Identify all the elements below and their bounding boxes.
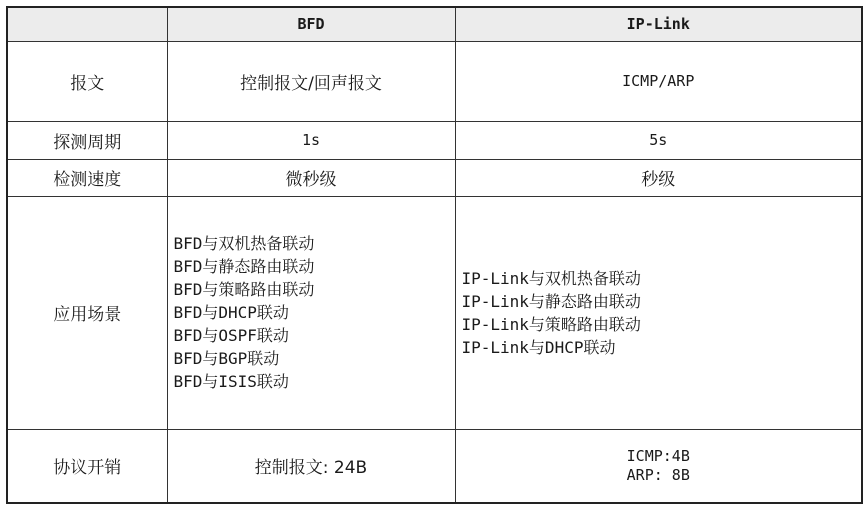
list-item: IP-Link与静态路由联动 [461,291,641,311]
row-label-scenario: 应用场景 [7,196,167,429]
cell-bfd-overhead: 控制报文: 24B [167,429,455,503]
list-item: BFD与静态路由联动 [173,257,315,276]
header-row [7,7,862,41]
row-label-cycle: 探测周期 [7,121,167,159]
header-bfd: BFD [167,7,455,41]
row-cycle [7,121,862,159]
list-item: BFD与策略路由联动 [173,280,315,299]
cell-bfd-speed: 微秒级 [167,159,455,196]
cell-iplink-message: ICMP/ARP [455,41,862,121]
row-label-overhead: 协议开销 [7,429,167,503]
header-iplink: IP-Link [455,7,862,41]
cell-iplink-speed: 秒级 [455,159,862,196]
bfd-scenario-list [174,232,455,393]
list-item: IP-Link与策略路由联动 [461,314,641,334]
list-item: IP-Link与DHCP联动 [461,337,616,357]
iplink-overhead-icmp: ICMP:4B [626,446,690,465]
iplink-scenario-list [462,267,862,359]
cell-iplink-overhead [455,429,862,503]
list-item: BFD与双机热备联动 [173,234,315,253]
list-item: IP-Link与双机热备联动 [461,268,641,288]
row-overhead [7,429,862,503]
cell-bfd-cycle: 1s [167,121,455,159]
iplink-overhead-arp: ARP: 8B [626,465,690,484]
comparison-table [6,6,863,504]
list-item: BFD与BGP联动 [173,349,280,368]
cell-iplink-scenario [455,196,862,429]
row-label-message: 报文 [7,41,167,121]
list-item: BFD与DHCP联动 [173,303,289,322]
cell-iplink-cycle: 5s [455,121,862,159]
row-scenario [7,196,862,429]
list-item: BFD与ISIS联动 [173,372,289,391]
cell-bfd-scenario [167,196,455,429]
header-corner-cell [7,7,167,41]
cell-bfd-message: 控制报文/回声报文 [167,41,455,121]
row-message [7,41,862,121]
row-speed [7,159,862,196]
list-item: BFD与OSPF联动 [173,326,289,345]
row-label-speed: 检测速度 [7,159,167,196]
